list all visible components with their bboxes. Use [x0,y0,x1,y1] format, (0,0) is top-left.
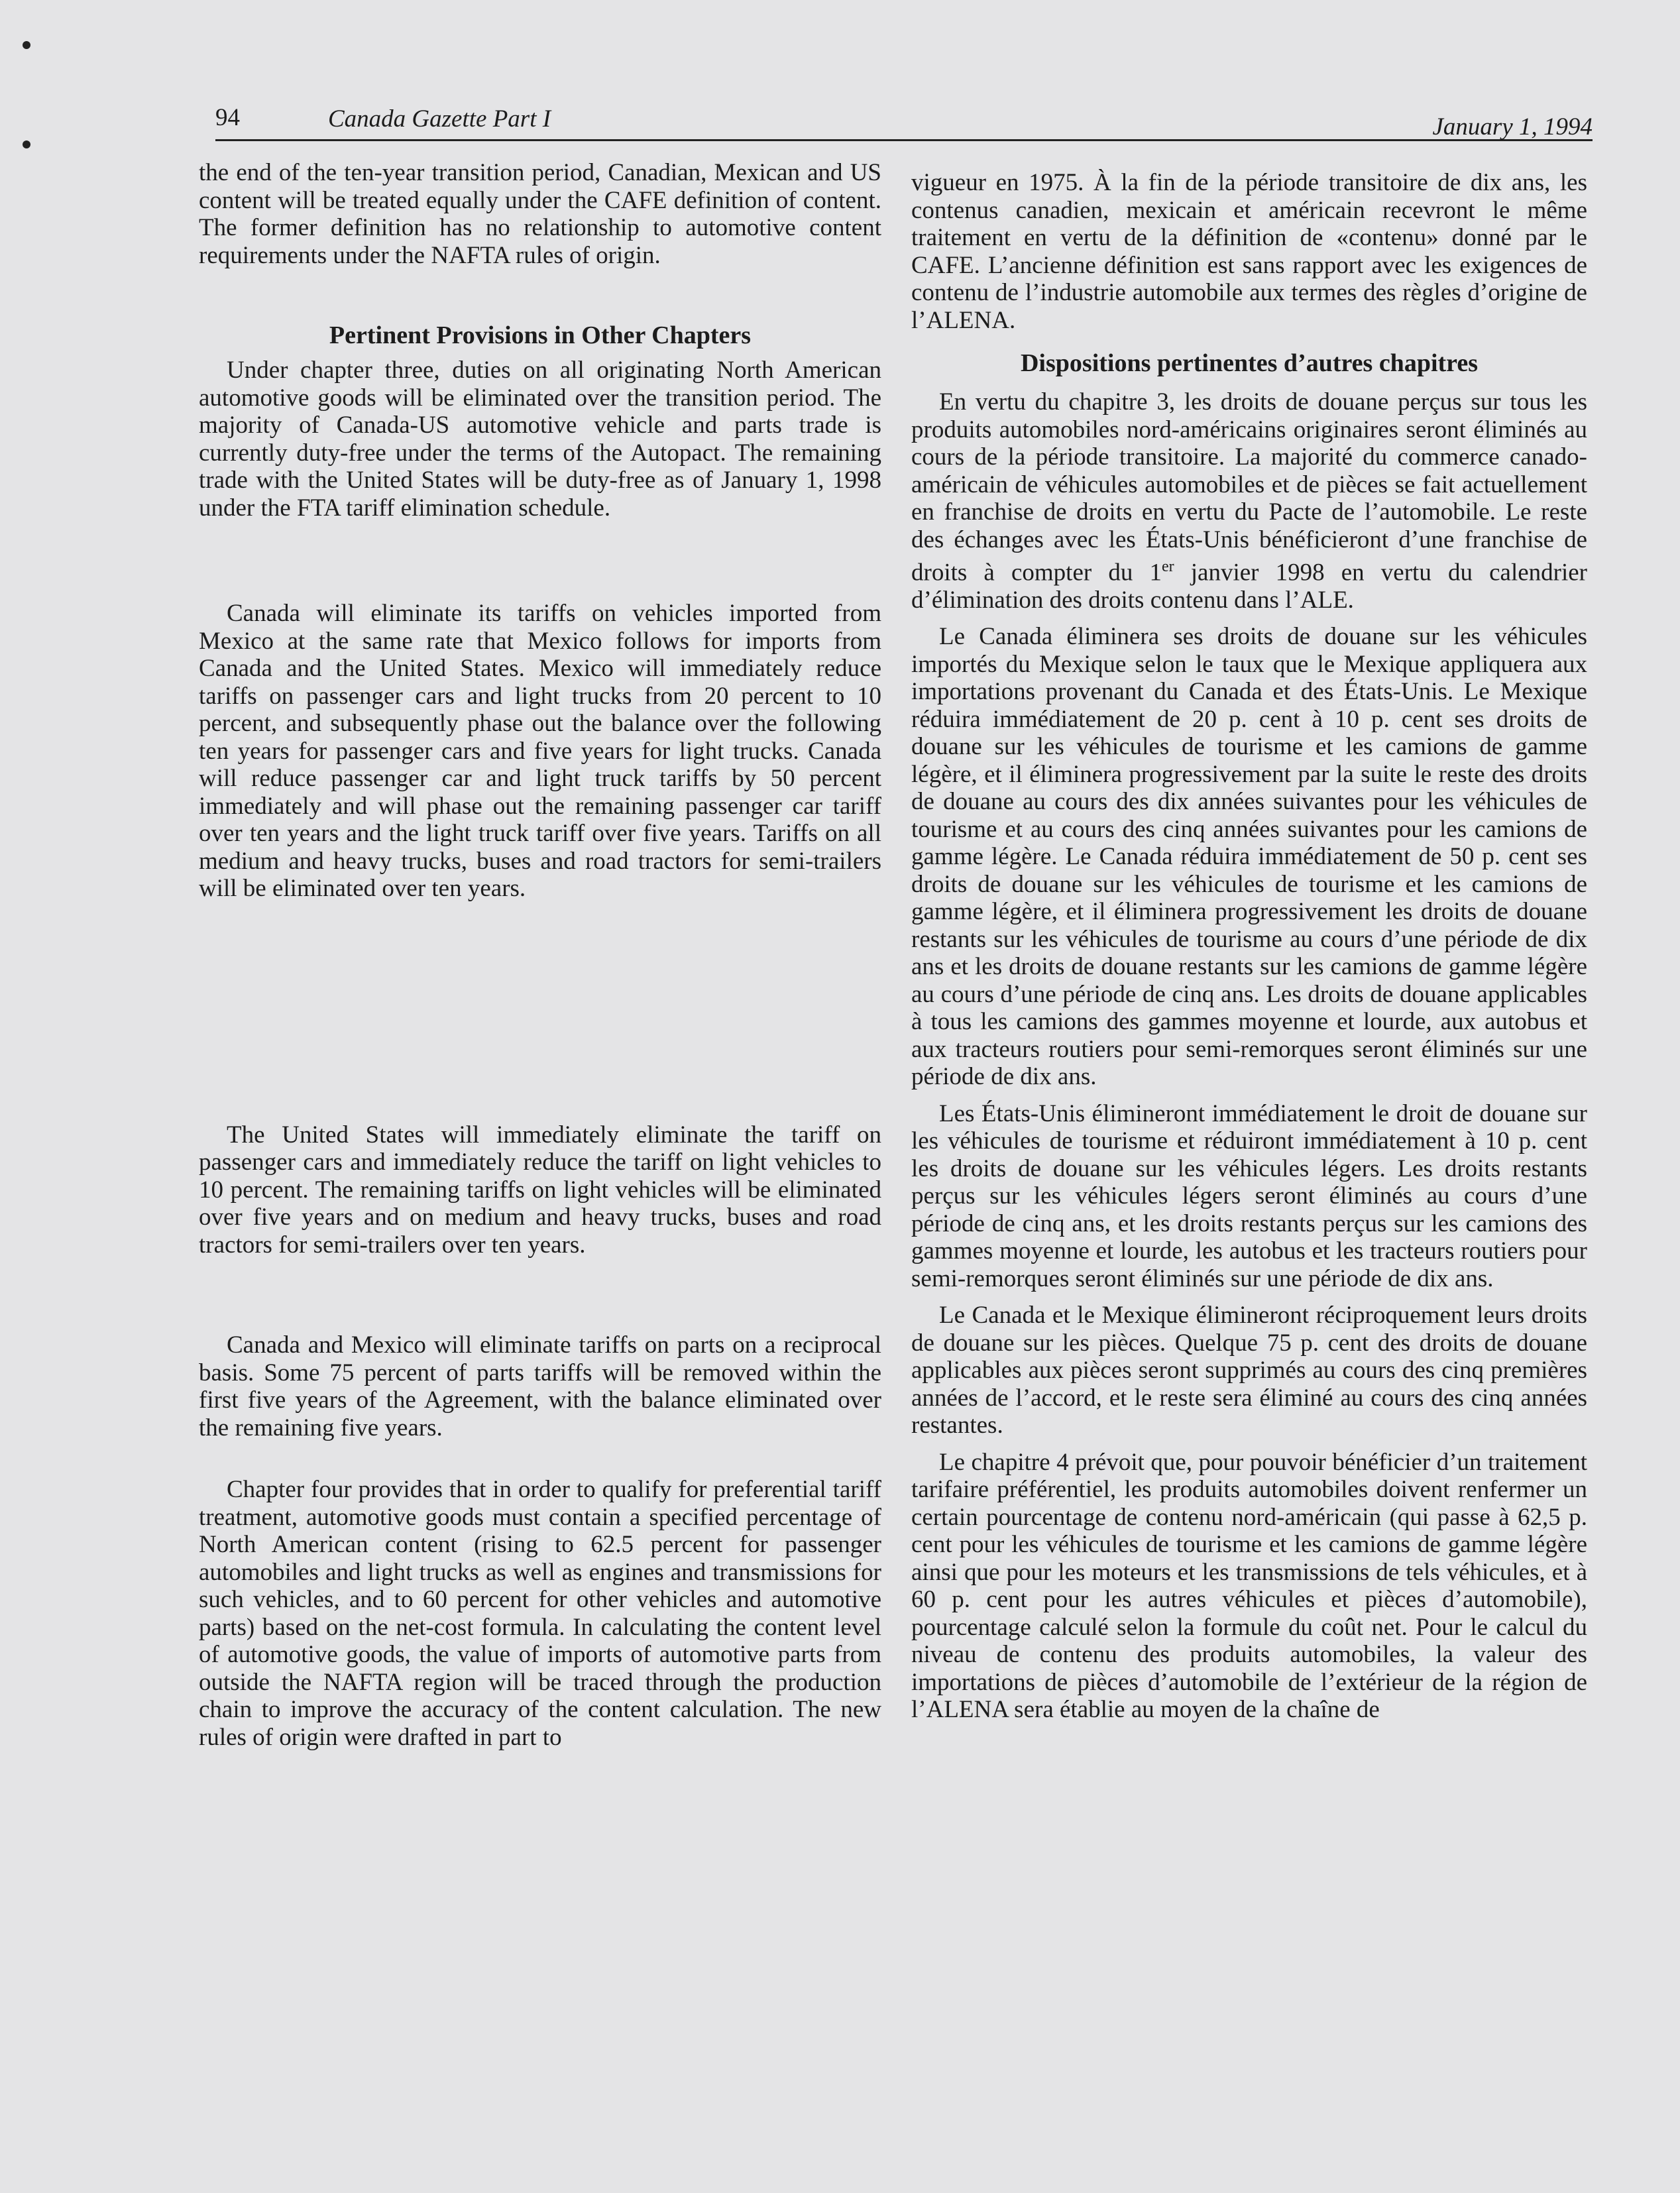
english-section-heading: Pertinent Provisions in Other Chapters [329,321,752,349]
english-paragraph: the end of the ten-year transition period, Canadian, Mexican and US content will be treated equally under the CAFE definition of content. The former definition has no relationship to automotive content requirements under the NAFTA rules of origin. [199,159,881,269]
french-text: janvier 1998 en vertu du calendrier d’élimination des droits contenu dans l’ALE. [911,559,1587,614]
french-text: En vertu du chapitre 3, les droits de douane perçus sur tous les produits automobiles nord-américains originaires seront éliminés au cours de la période transitoire. La majorité du commerce canado-américain de véhicules automobiles et de pièces se fait actuellement en franchise de droits en vertu du Pacte de l’automobile. Le reste des échanges avec les États-Unis bénéficieront d’une franchise de droits à compter du 1 [911,388,1587,587]
english-paragraph: Canada and Mexico will eliminate tariffs on parts on a reciprocal basis. Some 75 percent of parts tariffs will be removed within the first five years of the Agreement, with the balance eliminated over the remaining five years. [199,1331,881,1441]
english-paragraph: Chapter four provides that in order to qualify for preferential tariff treatment, automotive goods must contain a specified percentage of North American content (rising to 62.5 percent for passenger automobiles and light trucks as well as engines and transmissions for such vehicles, and to 60 percent for other vehicles and automotive parts) based on the net-cost formula. In calculating the content level of automotive goods, the value of imports of automotive parts from outside the NAFTA region will be traced through the production chain to improve the accuracy of the content calculation. The new rules of origin were drafted in part to [199,1476,881,1751]
binder-hole-mark [23,141,30,148]
issue-date: January 1, 1994 [1432,113,1593,141]
english-column [199,159,881,1751]
french-paragraph: Les États-Unis élimineront immédiatement le droit de douane sur les véhicules de tourisme et réduiront immédiatement à 10 p. cent les droits de douane sur les véhicules légers. Les droits restants perçus sur les véhicules légers seront éliminés au cours d’une période de cinq ans, et les droits restants perçus sur les camions des gammes moyenne et lourde, les autobus et les tracteurs routiers pour semi-remorques seront éliminés sur une période de dix ans. [911,1099,1587,1292]
page-header [215,99,1593,141]
english-paragraph: Canada will eliminate its tariffs on vehicles imported from Mexico at the same rate that Mexico follows for imports from Canada and the United States. Mexico will immediately reduce tariffs on passenger cars and light trucks from 20 percent to 10 percent, and subsequently phase out the balance over the following ten years for passenger cars and five years for light trucks. Canada will reduce passenger car and light truck tariffs by 50 percent immediately and will phase out the remaining passenger car tariff over ten years and the light truck tariff over five years. Tariffs on all medium and heavy trucks, buses and road tractors for semi-trailers will be eliminated over ten years. [199,600,881,902]
publication-title: Canada Gazette Part I [328,105,551,133]
binder-hole-mark [23,41,30,49]
page-number: 94 [215,104,240,131]
english-paragraph: The United States will immediately eliminate the tariff on passenger cars and immediately reduce the tariff on light vehicles to 10 percent. The remaining tariffs on light vehicles will be eliminated over five years and on medium and heavy trucks, buses and road tractors for semi-trailers over ten years. [199,1121,881,1259]
french-paragraph: Le Canada et le Mexique élimineront réciproquement leurs droits de douane sur les pièces. Quelque 75 p. cent des droits de douane applicables aux pièces seront supprimés au cours des cinq premières années de l’accord, et le reste sera éliminé au cours des cinq années restantes. [911,1302,1587,1439]
french-paragraph: Le chapitre 4 prévoit que, pour pouvoir bénéficier d’un traitement tarifaire préférentiel, les produits automobiles doivent renfermer un certain pourcentage de contenu nord-américain (qui passe à 62,5 p. cent pour les véhicules de tourisme et les camions de gamme légère ainsi que pour les moteurs et les transmissions de tels véhicules, et à 60 p. cent pour les autres véhicules et pièces d’automobile), pourcentage calculé selon la formule du coût net. Pour le calcul du niveau de contenu des produits automobiles, la valeur des importations de pièces d’automobile de l’extérieur de la région de l’ALENA sera établie au moyen de la chaîne de [911,1448,1587,1724]
ordinal-superscript: er [1161,558,1174,575]
french-column [911,169,1587,1724]
english-paragraph: Under chapter three, duties on all originating North American automotive goods will be eliminated over the transition period. The majority of Canada-US automotive vehicle and parts trade is currently duty-free under the terms of the Autopact. The remaining trade with the United States will be duty-free as of January 1, 1998 under the FTA tariff elimination schedule. [199,357,881,522]
french-paragraph: vigueur en 1975. À la fin de la période transitoire de dix ans, les contenus canadien, mexicain et américain recevront le même traitement en vertu de la définition de «contenu» donné par le CAFE. L’ancienne définition est sans rapport avec les exigences de contenu de l’industrie automobile aux termes des règles d’origine de l’ALENA. [911,169,1587,334]
french-paragraph: Le Canada éliminera ses droits de douane sur les véhicules importés du Mexique selon le taux que le Mexique appliquera aux importations provenant du Canada et des États-Unis. Le Mexique réduira immédiatement de 20 p. cent à 10 p. cent ses droits de douane sur les véhicules de tourisme et les camions de gamme légère, et il éliminera progressivement par la suite le reste des droits de douane au cours des dix années suivantes pour les véhicules de tourisme et au cours des cinq années suivantes pour les camions de gamme légère. Le Canada réduira immédiatement de 50 p. cent ses droits de douane sur les véhicules de tourisme et les camions de gamme légère, et il éliminera progressivement les droits de douane restants sur les véhicules de tourisme au cours d’une période de dix ans et les droits de douane restants sur les camions de gamme légère au cours d’une période de cinq ans. Les droits de douane applicables à tous les camions des gammes moyenne et lourde, aux autobus et aux tracteurs routiers pour semi-remorques seront éliminés sur une période de dix ans. [911,623,1587,1091]
french-paragraph [911,388,1587,614]
french-section-heading: Dispositions pertinentes d’autres chapitres [1020,349,1478,377]
